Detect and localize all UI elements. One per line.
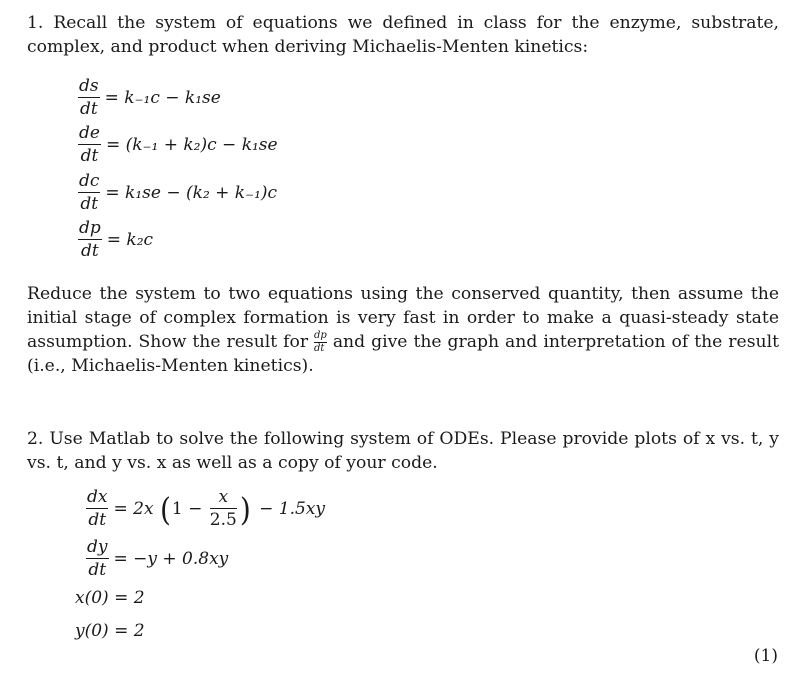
equation-dy-dt: $\frac{dy}{dt}$ = −y + 0.8xy: [87, 537, 229, 580]
equation-dx-dt: $\frac{dx}{dt}$ = 2x (1 − $\frac{x}{2.5}$ ) − 1.5xy: [87, 487, 326, 530]
initial-condition-y: y(0) = 2: [75, 621, 145, 641]
initial-condition-x: x(0) = 2: [75, 588, 145, 608]
fraction: $\frac{ds}{dt}$: [79, 76, 99, 119]
equation-number: (1): [753, 646, 778, 666]
fraction: $\frac{dp}{dt}$: [79, 218, 101, 261]
fraction: $\frac{de}{dt}$: [79, 123, 100, 166]
equation-de-dt: $\frac{de}{dt}$ = (k₋₁ + k₂)c − k₁se: [79, 123, 278, 166]
problem-2-intro: 2. Use Matlab to solve the following system of ODEs. Please provide plots of x vs. t, y vs. t, and y vs. x as well as a copy of your code.: [27, 429, 779, 473]
equation-dc-dt: $\frac{dc}{dt}$ = k₁se − (k₂ + k₋₁)c: [79, 171, 278, 214]
problem-1-intro: 1. Recall the system of equations we defined in class for the enzyme, substrate, complex, and product when deriving Michaelis-Menten kinetics:: [27, 13, 779, 57]
fraction: $\frac{dc}{dt}$: [79, 171, 100, 214]
equation-ds-dt: $\frac{ds}{dt}$ = k₋₁c − k₁se: [79, 76, 221, 119]
fraction: $\frac{dy}{dt}$: [87, 537, 108, 580]
equation-dp-dt: $\frac{dp}{dt}$ = k₂c: [79, 218, 154, 261]
fraction: $\frac{dx}{dt}$: [87, 487, 108, 530]
fraction-x-over-2-5: $\frac{x}{2.5}$: [209, 487, 237, 530]
problem-1-instructions: Reduce the system to two equations using the conserved quantity, then assume the initial stage of complex formation is very fast in order to make a quasi-steady state assumption. Show the result for $\frac{dp}{dt}$ and give the graph and interpretation of the result (i.e., Michaelis-Menten kinetics).: [27, 284, 779, 376]
inline-fraction-dp-dt: $\frac{dp}{dt}$: [314, 330, 327, 354]
